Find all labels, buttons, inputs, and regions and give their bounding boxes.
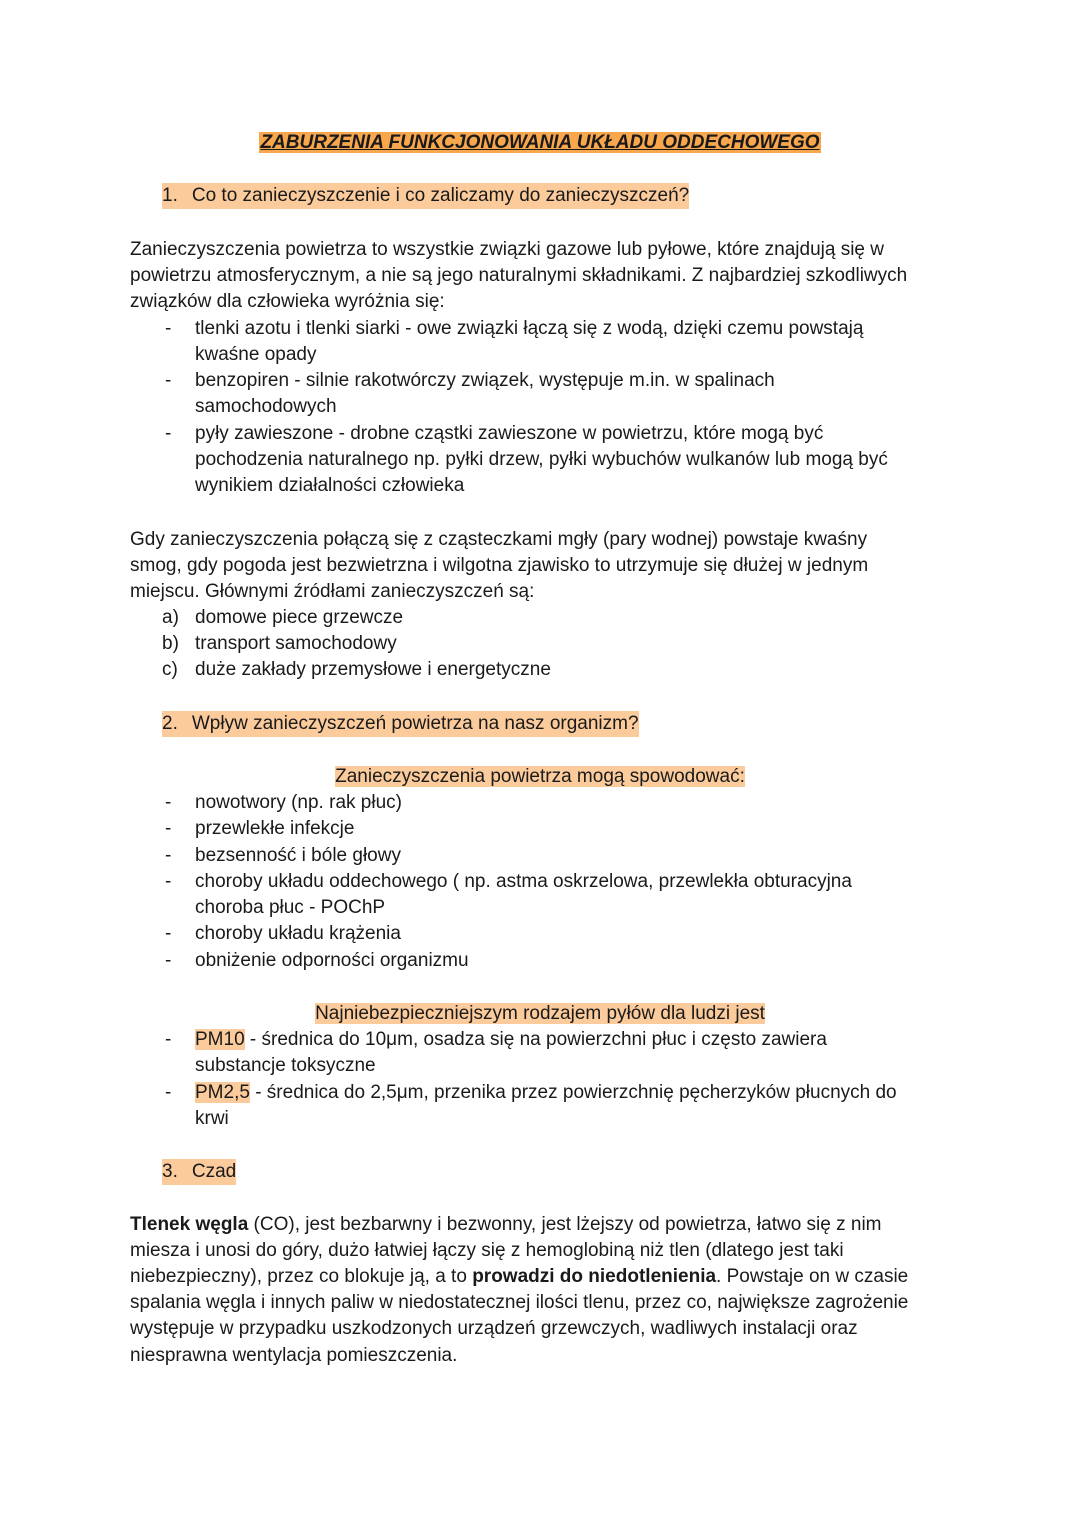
pm25-text: - średnica do 2,5μm, przenika przez powierzchnię pęcherzyków płucnych do — [249, 1082, 897, 1103]
bullet-marker: - — [165, 318, 172, 339]
bullet-marker: - — [165, 1029, 172, 1050]
subheading — [0, 764, 1080, 790]
bullet-marker: - — [165, 950, 172, 971]
list-item: choroby układu oddechowego ( np. astma oskrzelowa, przewlekła obturacyjna — [195, 871, 852, 892]
paragraph-line: Zanieczyszczenia powietrza to wszystkie związki gazowe lub pyłowe, które znajdują się w — [130, 239, 884, 260]
list-item: domowe piece grzewcze — [195, 607, 404, 628]
list-item: choroby układu krążenia — [195, 923, 401, 944]
paragraph-text: niebezpieczny), przez co blokuje ją, a to — [130, 1266, 473, 1287]
paragraph-line: smog, gdy pogoda jest bezwietrzna i wilgotna zjawisko to utrzymuje się dłużej w jednym — [130, 555, 869, 576]
list-item: bezsenność i bóle głowy — [195, 845, 401, 866]
section-1-heading — [162, 183, 689, 209]
section-3-heading — [162, 1159, 236, 1185]
paragraph-line: spalania węgla i innych paliw w niedostatecznej ilości tlenu, przez co, największe zagrożenie — [130, 1292, 909, 1313]
list-item: duże zakłady przemysłowe i energetyczne — [195, 659, 551, 680]
page-title-text: ZABURZENIA FUNKCJONOWANIA UKŁADU ODDECHOWEGO — [260, 132, 820, 153]
subheading-text: Najniebezpieczniejszym rodzajem pyłów dla ludzi jest — [315, 1003, 765, 1024]
paragraph-line: miesza i unosi do góry, dużo łatwiej łączy się z hemoglobiną niż tlen (dlatego jest taki — [130, 1240, 844, 1261]
bullet-marker: - — [165, 370, 172, 391]
bullet-marker: - — [165, 845, 172, 866]
list-item: przewlekłe infekcje — [195, 818, 355, 839]
list-item: obniżenie odporności organizmu — [195, 950, 469, 971]
paragraph-line: miejscu. Głównymi źródłami zanieczyszczeń są: — [130, 581, 535, 602]
section-number: 3. — [162, 1161, 178, 1182]
bullet-marker: - — [165, 818, 172, 839]
page-title — [0, 130, 1080, 156]
paragraph-line — [130, 1264, 908, 1290]
list-item-cont: pochodzenia naturalnego np. pyłki drzew, pyłki wybuchów wulkanów lub mogą być — [195, 449, 888, 470]
bullet-marker: - — [165, 792, 172, 813]
section-heading-text: Wpływ zanieczyszczeń powietrza na nasz organizm? — [191, 713, 639, 734]
list-item-pm10 — [195, 1027, 827, 1053]
section-heading-text: Co to zanieczyszczenie i co zaliczamy do zanieczyszczeń? — [191, 185, 690, 206]
pm10-text: - średnica do 10μm, osadza się na powierzchni płuc i często zawiera — [244, 1029, 827, 1050]
list-item-cont: samochodowych — [195, 396, 337, 417]
list-label: a) — [162, 607, 179, 628]
section-number: 2. — [162, 713, 178, 734]
list-item-cont: krwi — [195, 1108, 229, 1129]
list-item: nowotwory (np. rak płuc) — [195, 792, 402, 813]
list-item-pm25 — [195, 1080, 897, 1106]
bullet-marker: - — [165, 923, 172, 944]
bullet-marker: - — [165, 1082, 172, 1103]
pm10-label: PM10 — [195, 1029, 245, 1050]
bullet-marker: - — [165, 423, 172, 444]
paragraph-line: niesprawna wentylacja pomieszczenia. — [130, 1345, 458, 1366]
section-number: 1. — [162, 185, 178, 206]
paragraph-line: związków dla człowieka wyróżnia się: — [130, 291, 445, 312]
list-item: benzopiren - silnie rakotwórczy związek, występuje m.in. w spalinach — [195, 370, 775, 391]
list-item-cont: substancje toksyczne — [195, 1055, 376, 1076]
bold-term: Tlenek węgla — [130, 1214, 249, 1235]
paragraph-line — [130, 1212, 882, 1238]
bullet-marker: - — [165, 871, 172, 892]
list-label: b) — [162, 633, 179, 654]
section-2-heading — [162, 711, 639, 737]
paragraph-line: występuje w przypadku uszkodzonych urządzeń grzewczych, wadliwych instalacji oraz — [130, 1318, 858, 1339]
list-item-cont: kwaśne opady — [195, 344, 317, 365]
list-item: transport samochodowy — [195, 633, 397, 654]
list-label: c) — [162, 659, 178, 680]
paragraph-line: powietrzu atmosferycznym, a nie są jego naturalnymi składnikami. Z najbardziej szkodliwych — [130, 265, 908, 286]
paragraph-text: (CO), jest bezbarwny i bezwonny, jest lżejszy od powietrza, łatwo się z nim — [248, 1214, 882, 1235]
paragraph-text: . Powstaje on w czasie — [716, 1266, 909, 1287]
subheading — [0, 1001, 1080, 1027]
bold-term: prowadzi do niedotlenienia — [472, 1266, 717, 1287]
list-item-cont: wynikiem działalności człowieka — [195, 475, 465, 496]
pm25-label: PM2,5 — [195, 1082, 250, 1103]
section-heading-text: Czad — [191, 1161, 237, 1182]
paragraph-line: Gdy zanieczyszczenia połączą się z cząsteczkami mgły (pary wodnej) powstaje kwaśny — [130, 529, 868, 550]
list-item: tlenki azotu i tlenki siarki - owe związki łączą się z wodą, dzięki czemu powstają — [195, 318, 864, 339]
list-item-cont: choroba płuc - POChP — [195, 897, 386, 918]
subheading-text: Zanieczyszczenia powietrza mogą spowodować: — [335, 766, 745, 787]
list-item: pyły zawieszone - drobne cząstki zawieszone w powietrzu, które mogą być — [195, 423, 824, 444]
